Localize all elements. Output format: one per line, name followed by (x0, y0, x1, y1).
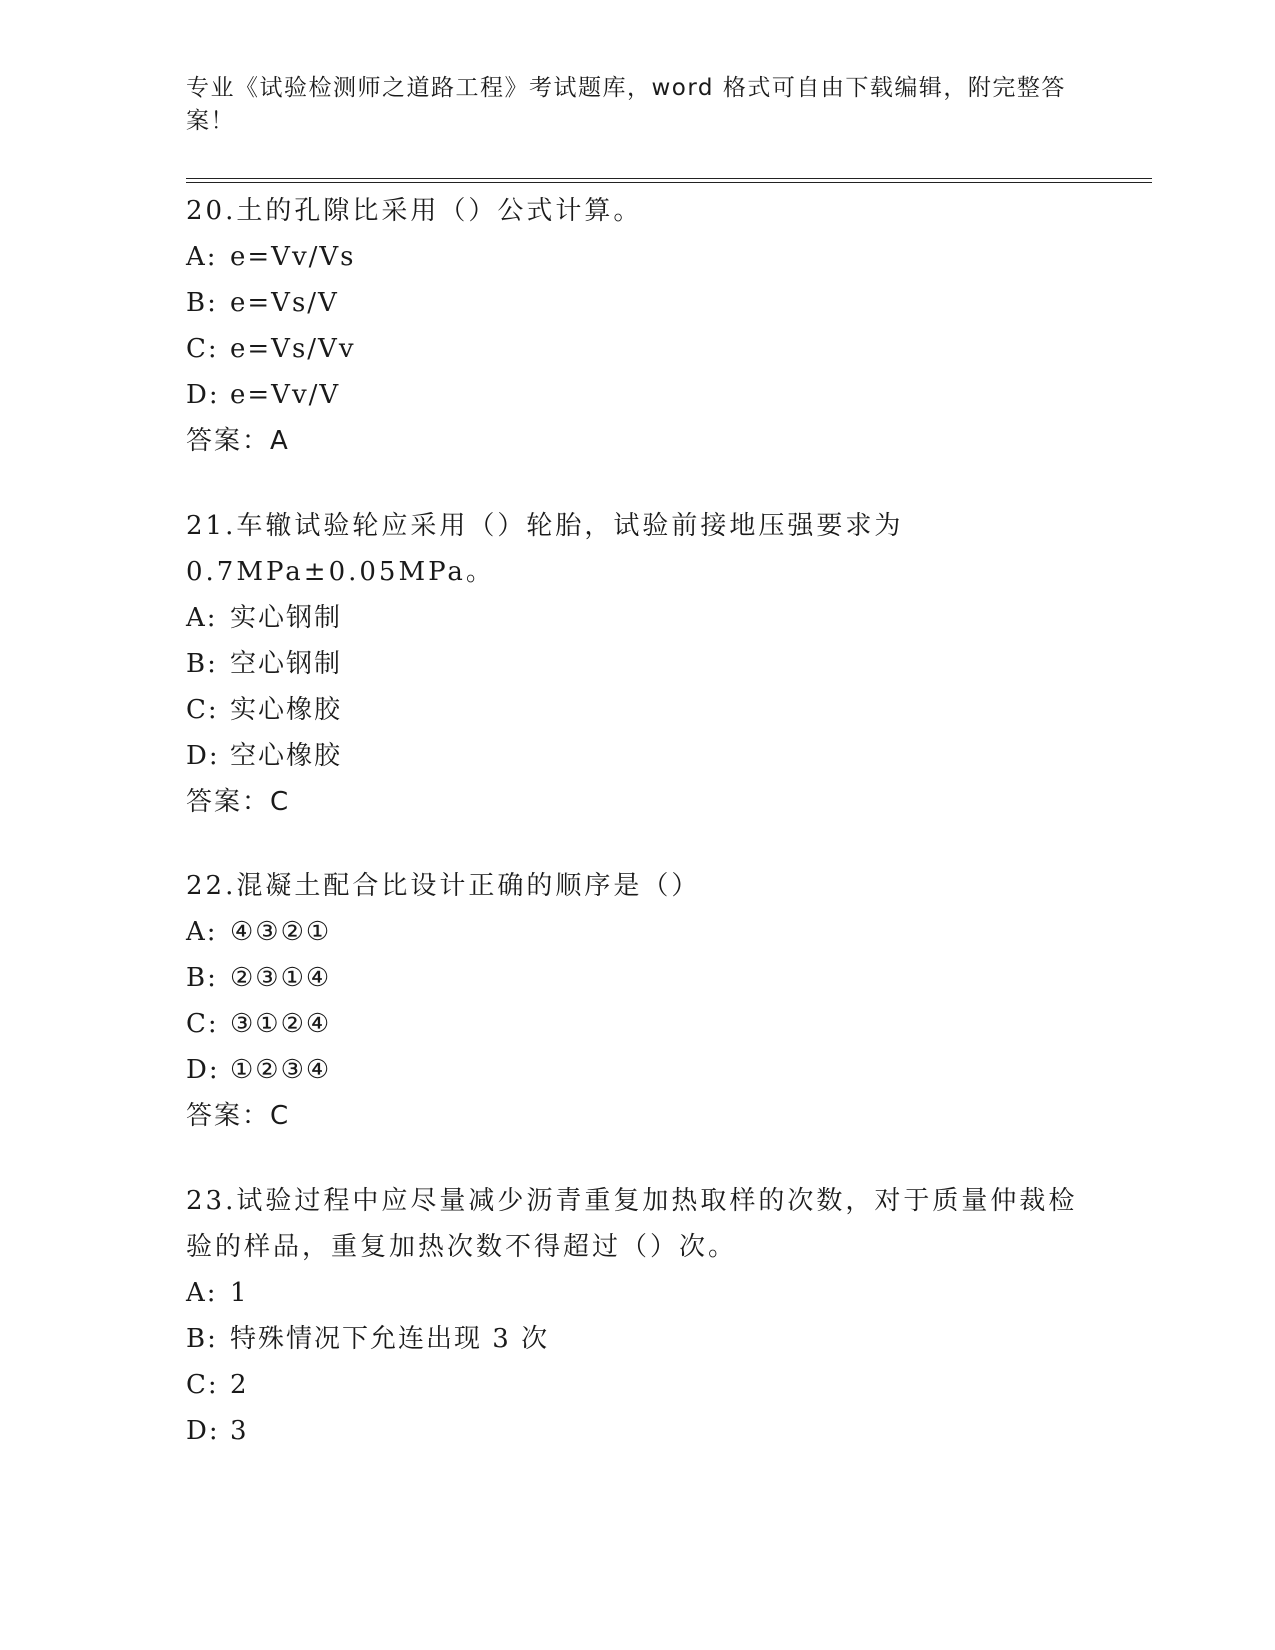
option-letter: B: (186, 288, 218, 318)
option-letter: B: (186, 963, 218, 993)
header-line-2: 案！ (186, 108, 235, 134)
option-text: ③①②④ (230, 1009, 332, 1039)
option-letter: B: (186, 649, 218, 679)
option-letter: D: (186, 1055, 220, 1085)
option-c (186, 326, 1086, 372)
header-divider (186, 178, 1152, 183)
question-text: 20.土的孔隙比采用（）公式计算。 (186, 196, 643, 226)
answer-text: 答案：C (186, 1101, 291, 1131)
question-text: 23.试验过程中应尽量减少沥青重复加热取样的次数，对于质量仲裁检 (186, 1186, 1078, 1216)
answer-text: 答案：C (186, 787, 291, 817)
option-text: e=Vs/Vv (230, 334, 356, 364)
option-text: e=Vv/V (230, 380, 341, 410)
option-text: 空心钢制 (230, 649, 343, 679)
option-b (186, 1316, 1086, 1362)
option-text: 2 (230, 1370, 249, 1400)
answer-text: 答案：A (186, 426, 290, 456)
option-letter: D: (186, 1416, 220, 1446)
option-letter: C: (186, 695, 219, 725)
option-text: e=Vs/V (230, 288, 339, 318)
header-line-1: 专业《试验检测师之道路工程》考试题库，word 格式可自由下载编辑，附完整答 (186, 75, 1066, 101)
option-letter: D: (186, 380, 220, 410)
option-text: ①②③④ (230, 1055, 332, 1085)
option-text: 1 (230, 1278, 249, 1308)
option-letter: A: (186, 242, 218, 272)
option-c (186, 1362, 1086, 1408)
option-text: 特殊情况下允连出现 3 次 (230, 1324, 550, 1354)
option-text: e=Vv/Vs (230, 242, 356, 272)
option-text: ②③①④ (230, 963, 332, 993)
option-d (186, 1408, 1086, 1454)
question-text-continued: 验的样品，重复加热次数不得超过（）次。 (186, 1232, 738, 1262)
option-d (186, 1047, 1086, 1093)
option-a (186, 909, 1086, 955)
document-header (186, 72, 1066, 138)
option-letter: A: (186, 1278, 218, 1308)
option-text: 实心钢制 (230, 603, 343, 633)
option-letter: C: (186, 1009, 219, 1039)
question-text-continued: 0.7MPa±0.05MPa。 (186, 557, 495, 587)
option-text: ④③②① (230, 917, 332, 947)
option-letter: C: (186, 1370, 219, 1400)
option-b (186, 641, 1086, 687)
option-text: 3 (230, 1416, 249, 1446)
option-letter: D: (186, 741, 220, 771)
question-22 (186, 863, 1086, 1139)
option-b (186, 280, 1086, 326)
option-a (186, 595, 1086, 641)
question-text: 21.车辙试验轮应采用（）轮胎，试验前接地压强要求为 (186, 511, 904, 541)
question-23 (186, 1178, 1086, 1454)
option-letter: A: (186, 603, 218, 633)
option-c (186, 1001, 1086, 1047)
option-d (186, 372, 1086, 418)
question-text: 22.混凝土配合比设计正确的顺序是（） (186, 871, 701, 901)
question-20 (186, 188, 1086, 464)
question-21 (186, 503, 1086, 825)
option-d (186, 733, 1086, 779)
option-letter: B: (186, 1324, 218, 1354)
option-text: 空心橡胶 (230, 741, 343, 771)
option-letter: A: (186, 917, 218, 947)
option-text: 实心橡胶 (230, 695, 343, 725)
option-b (186, 955, 1086, 1001)
option-a (186, 234, 1086, 280)
option-c (186, 687, 1086, 733)
option-letter: C: (186, 334, 219, 364)
option-a (186, 1270, 1086, 1316)
